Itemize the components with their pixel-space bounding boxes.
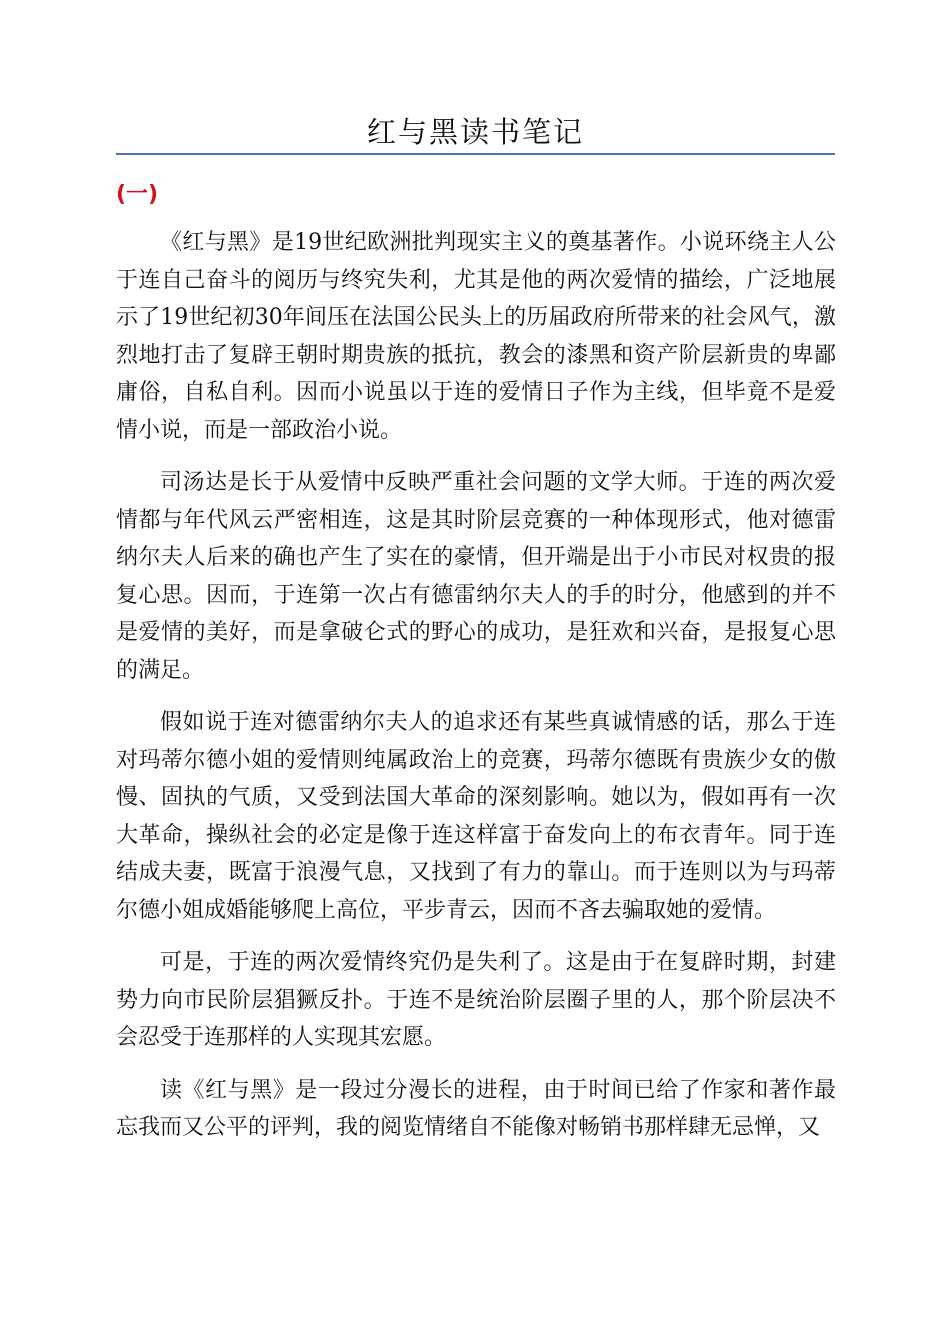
paragraph: 假如说于连对德雷纳尔夫人的追求还有某些真诚情感的话，那么于连对玛蒂尔德小姐的爱情则纯属政治上的竞赛，玛蒂尔德既有贵族少女的傲慢、固执的气质，又受到法国大革命的深刻影响。她以为，假如再有一次大革命，操纵社会的必定是像于连这样富于奋发向上的布衣青年。同于连结成夫妻，既富于浪漫气息，又找到了有力的靠山。而于连则以为与玛蒂尔德小姐成婚能够爬上高位，平步青云，因而不吝去骗取她的爱情。 (116, 710, 836, 923)
title-underline (116, 153, 835, 155)
paragraph: 可是，于连的两次爱情终究仍是失利了。这是由于在复辟时期，封建势力向市民阶层猖獗反扑。于连不是统治阶层圈子里的人，那个阶层决不会忍受于连那样的人实现其宏愿。 (116, 950, 836, 1050)
document-body (116, 224, 836, 1162)
document-title: 红与黑读书笔记 (366, 115, 584, 149)
section-marker: (一) (116, 182, 159, 207)
paragraph: 司汤达是长于从爱情中反映严重社会问题的文学大师。于连的两次爱情都与年代风云严密相连，这是其时阶层竞赛的一种体现形式，他对德雷纳尔夫人后来的确也产生了实在的豪情，但开端是出于小市民对权贵的报复心思。因而，于连第一次占有德雷纳尔夫人的手的时分，他感到的并不是爱情的美好，而是拿破仑式的野心的成功，是狂欢和兴奋，是报复心思的满足。 (116, 470, 836, 683)
paragraph: 读《红与黑》是一段过分漫长的进程，由于时间已给了作家和著作最忘我而又公平的评判，我的阅览情绪自不能像对畅销书那样肆无忌惮，又 (116, 1077, 836, 1140)
paragraph: 《红与黑》是19世纪欧洲批判现实主义的奠基著作。小说环绕主人公于连自己奋斗的阅历与终究失利，尤其是他的两次爱情的描绘，广泛地展示了19世纪初30年间压在法国公民头上的历届政府所带来的社会风气，激烈地打击了复辟王朝时期贵族的抵抗，教会的漆黑和资产阶层新贵的卑鄙庸俗，自私自利。因而小说虽以于连的爱情日子作为主线，但毕竟不是爱情小说，而是一部政治小说。 (116, 230, 836, 443)
